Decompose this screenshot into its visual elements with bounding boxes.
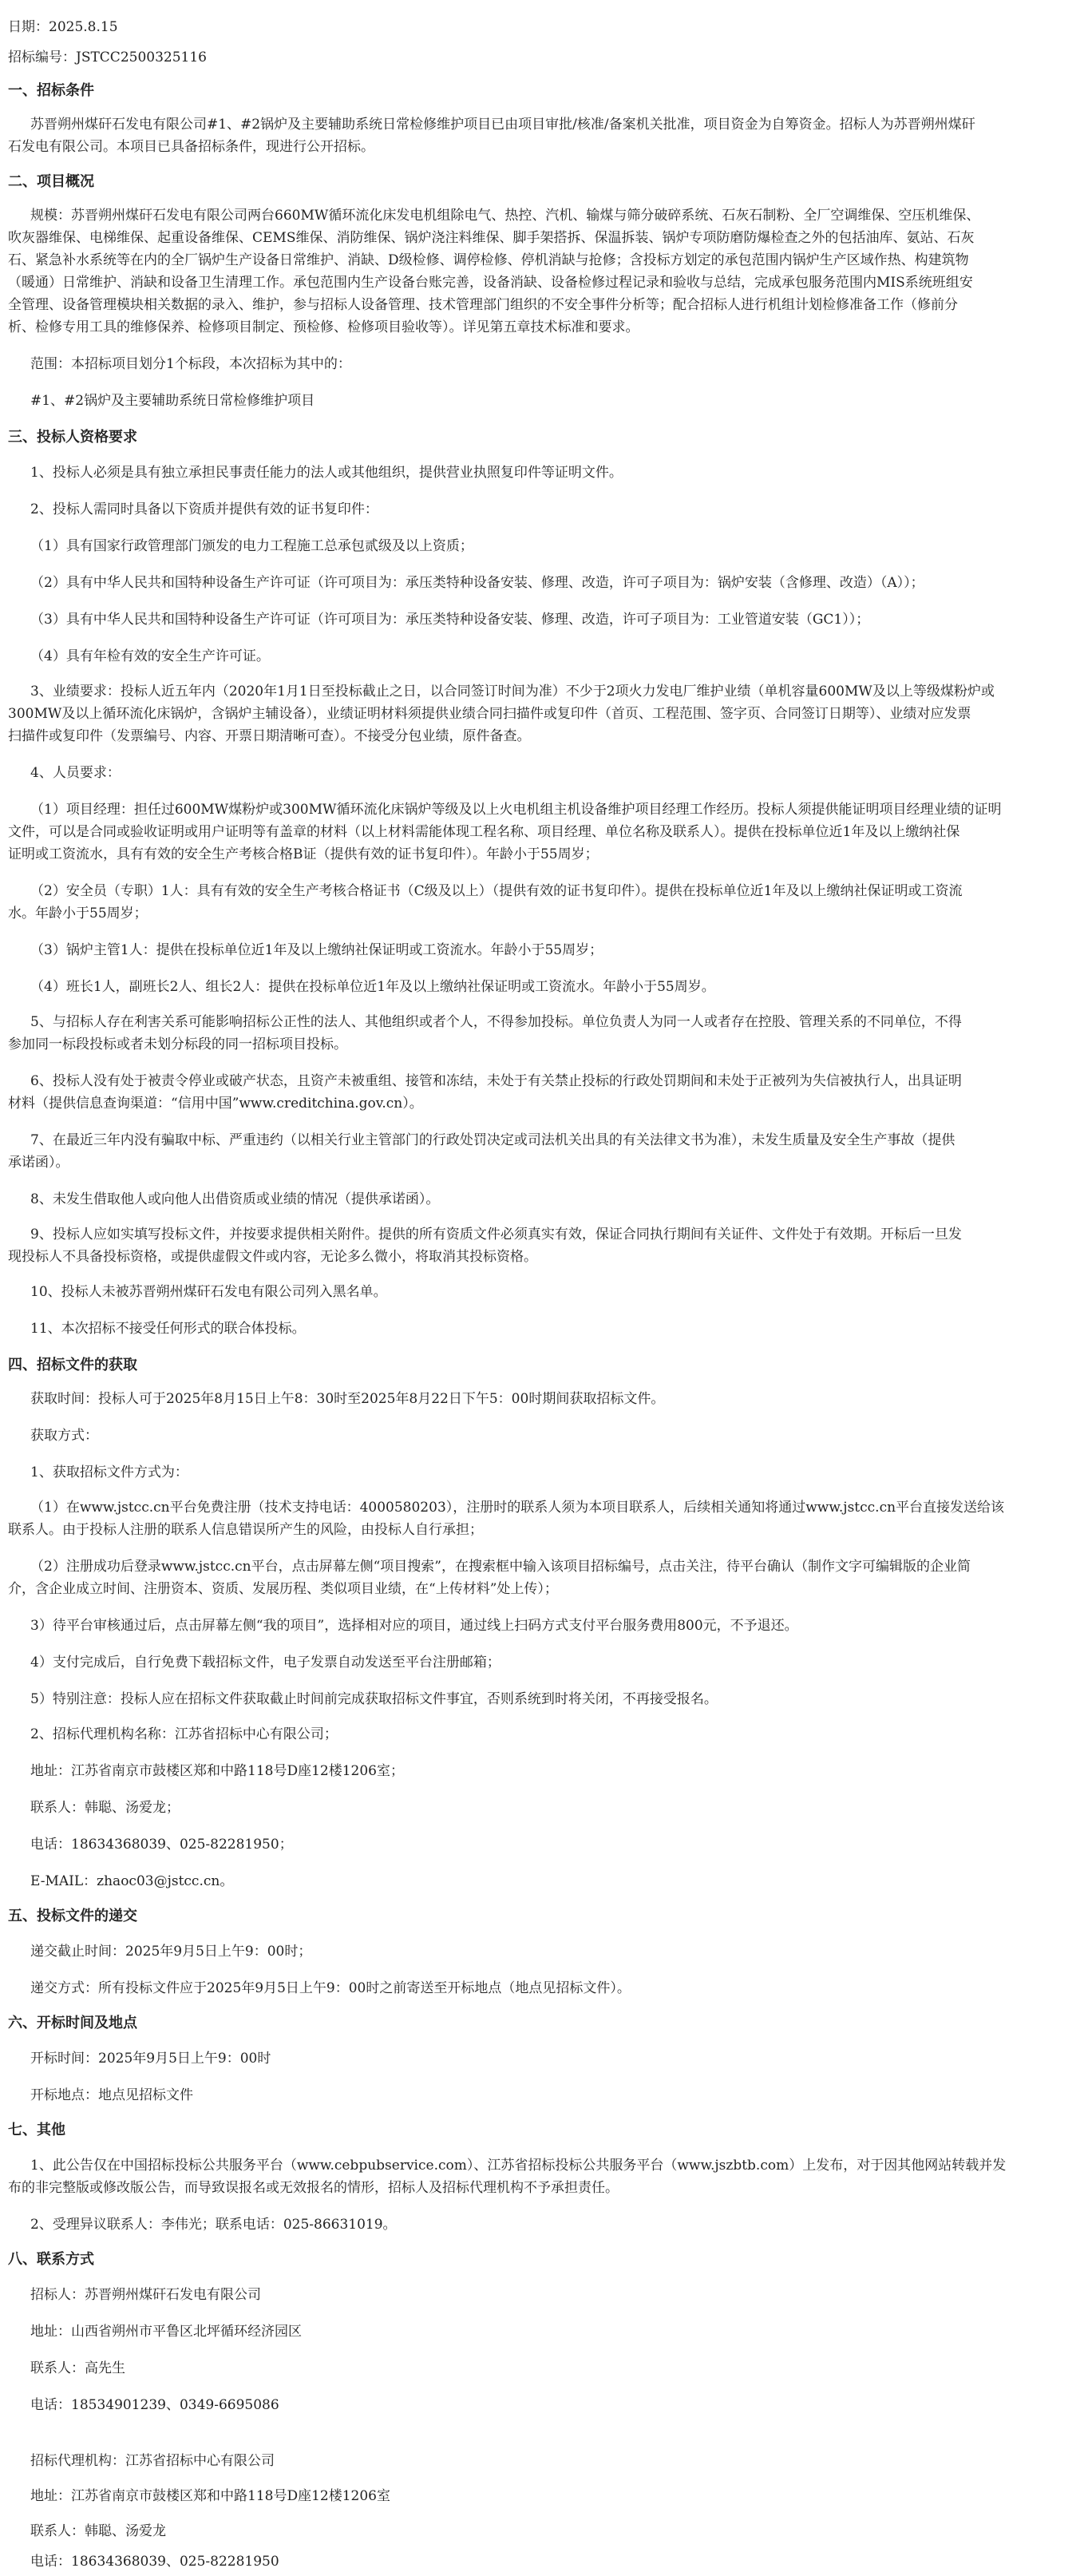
s3-item: 8、未发生借取他人或向他人出借资质或业绩的情况（提供承诺函）。 [30,1191,440,1207]
date-line: 日期：2025.8.15 [8,19,118,35]
s3-item: 扫描件或复印件（发票编号、内容、开票日期清晰可查）。不接受分包业绩，原件备查。 [8,728,531,744]
s3-item: 现投标人不具备投标资格，或提供虚假文件或内容，无论多么微小，将取消其投标资格。 [8,1249,537,1265]
s3-item: （3）具有中华人民共和国特种设备生产许可证（许可项目为：承压类特种设备安装、修理、改造，许可子项目为：工业管道安装（GC1））； [30,612,870,628]
s8-agent-phone: 电话：18634368039、025-82281950 [30,2554,279,2570]
s3-item: （2）安全员（专职）1人：具有有效的安全生产考核合格证书（C级及以上）（提供有效的证书复印件）。提供在投标单位近1年及以上缴纳社保证明或工资流 [30,883,963,899]
s8-agent-address: 地址：江苏省南京市鼓楼区郑和中路118号D座12楼1206室 [30,2488,390,2504]
s2-scale-line: 全管理、设备管理模块相关数据的录入、维护，参与招标人设备管理、技术管理部门组织的不安全事件分析等；配合招标人进行机组计划检修准备工作（修前分 [8,297,958,313]
s4-item: （2）注册成功后登录www.jstcc.cn平台，点击屏幕左侧“项目搜索”，在搜索框中输入该项目招标编号，点击关注，待平台确认（制作文字可编辑版的企业简 [30,1559,971,1575]
s3-item: （1）项目经理：担任过600MW煤粉炉或300MW循环流化床锅炉等级及以上火电机组主机设备维护项目经理工作经历。投标人须提供能证明项目经理业绩的证明 [30,802,1002,818]
s4-item: 3）待平台审核通过后，点击屏幕左侧“我的项目”，选择相对应的项目，通过线上扫码方式支付平台服务费用800元，不予退还。 [30,1618,798,1634]
s3-item: （4）班长1人，副班长2人、组长2人：提供在投标单位近1年及以上缴纳社保证明或工资流水。年龄小于55周岁。 [30,979,715,995]
s4-item: 1、获取招标文件方式为： [30,1464,188,1480]
section-4-title: 四、招标文件的获取 [8,1357,137,1373]
s3-item: （2）具有中华人民共和国特种设备生产许可证（许可项目为：承压类特种设备安装、修理、改造，许可子项目为：锅炉安装（含修理、改造）（A））； [30,575,924,591]
section-1-title: 一、招标条件 [8,82,94,99]
section-5-title: 五、投标文件的递交 [8,1908,137,1924]
s4-item: 5）特别注意：投标人应在招标文件获取截止时间前完成获取招标文件事宜，否则系统到时将关闭，不再接受报名。 [30,1691,718,1707]
s4-address: 地址：江苏省南京市鼓楼区郑和中路118号D座12楼1206室； [30,1763,404,1779]
s8-tenderer-phone: 电话：18534901239、0349-6695086 [30,2397,279,2413]
s7-item: 1、此公告仅在中国招标投标公共服务平台（www.cebpubservice.com）、江苏省招标投标公共服务平台（www.jszbtb.com）上发布，对于因其他网站转载并发 [30,2158,1007,2174]
s2-scope: 范围：本招标项目划分1个标段，本次招标为其中的： [30,356,351,372]
section-3-title: 三、投标人资格要求 [8,429,137,446]
s4-item: （1）在www.jstcc.cn平台免费注册（技术支持电话：4000580203），注册时的联系人须为本项目联系人，后续相关通知将通过www.jstcc.cn平台直接发送给该 [30,1500,1005,1516]
s3-item: 证明或工资流水，具有有效的安全生产考核合格B证（提供有效的证书复印件）。年龄小于55周岁； [8,846,599,862]
s3-item: 5、与招标人存在利害关系可能影响招标公正性的法人、其他组织或者个人，不得参加投标。单位负责人为同一人或者存在控股、管理关系的不同单位，不得 [30,1014,962,1030]
s3-item: 6、投标人没有处于被责令停业或破产状态，且资产未被重组、接管和冻结，未处于有关禁止投标的行政处罚期间和未处于正被列为失信被执行人，出具证明 [30,1073,962,1089]
s8-agent: 招标代理机构：江苏省招标中心有限公司 [30,2453,275,2469]
s3-item: （1）具有国家行政管理部门颁发的电力工程施工总承包贰级及以上资质； [30,538,473,554]
s3-item: 3、业绩要求：投标人近五年内（2020年1月1日至投标截止之日，以合同签订时间为准）不少于2项火力发电厂维护业绩（单机容量600MW及以上等级煤粉炉或 [30,684,995,699]
s4-contact: 联系人：韩聪、汤爱龙； [30,1800,180,1816]
s4-item: 联系人。由于投标人注册的联系人信息错误所产生的风险，由投标人自行承担； [8,1522,483,1538]
s3-item: 11、本次招标不接受任何形式的联合体投标。 [30,1321,306,1337]
s8-agent-contact: 联系人：韩聪、汤爱龙 [30,2523,166,2539]
s3-item: 7、在最近三年内没有骗取中标、严重违约（以相关行业主管部门的行政处罚决定或司法机关出具的有关法律文书为准），未发生质量及安全生产事故（提供 [30,1132,956,1148]
s6-time: 开标时间：2025年9月5日上午9：00时 [30,2051,271,2067]
s3-item: 300MW及以上循环流化床锅炉，含锅炉主辅设备），业绩证明材料须提供业绩合同扫描件或复印件（首页、工程范围、签字页、合同签订日期等）、业绩对应发票 [8,706,971,722]
s2-scale-line: 吹灰器维保、电梯维保、起重设备维保、CEMS维保、消防维保、锅炉浇注料维保、脚手架搭拆、保温拆装、锅炉专项防磨防爆检查之外的包括油库、氨站、石灰 [8,230,975,246]
s2-scale-line: 析、检修专用工具的维修保养、检修项目制定、预检修、检修项目验收等）。详见第五章技术标准和要求。 [8,319,639,335]
s4-item: 获取时间：投标人可于2025年8月15日上午8：30时至2025年8月22日下午5：00时期间获取招标文件。 [30,1391,665,1407]
s3-item: 10、投标人未被苏晋朔州煤矸石发电有限公司列入黑名单。 [30,1284,387,1300]
s1-paragraph-line: 苏晋朔州煤矸石发电有限公司#1、#2锅炉及主要辅助系统日常检修维护项目已由项目审批/核准/备案机关批准，项目资金为自筹资金。招标人为苏晋朔州煤矸 [30,117,975,133]
s1-paragraph-line: 石发电有限公司。本项目已具备招标条件，现进行公开招标。 [8,139,374,155]
s4-email: E-MAIL：zhaoc03@jstcc.cn。 [30,1873,234,1889]
s4-item: 介，含企业成立时间、注册资本、资质、发展历程、类似项目业绩，在“上传材料”处上传）； [8,1581,558,1597]
s8-tenderer-address: 地址：山西省朔州市平鲁区北坪循环经济园区 [30,2324,302,2340]
s8-tenderer: 招标人：苏晋朔州煤矸石发电有限公司 [30,2287,261,2303]
s7-item: 布的非完整版或修改版公告，而导致误报名或无效报名的情形，招标人及招标代理机构不予承担责任。 [8,2180,619,2196]
s3-item: 参加同一标段投标或者未划分标段的同一招标项目投标。 [8,1036,347,1052]
s3-item: 承诺函）。 [8,1155,69,1171]
s2-scale-line: 规模：苏晋朔州煤矸石发电有限公司两台660MW循环流化床发电机组除电气、热控、汽机、输煤与筛分破碎系统、石灰石制粉、全厂空调维保、空压机维保、 [30,208,980,224]
s6-place: 开标地点：地点见招标文件 [30,2087,193,2103]
s3-item: 9、投标人应如实填写投标文件，并按要求提供相关附件。提供的所有资质文件必须真实有效，保证合同执行期间有关证件、文件处于有效期。开标后一旦发 [30,1227,962,1242]
s7-item: 2、受理异议联系人：李伟光；联系电话：025-86631019。 [30,2217,397,2233]
s8-tenderer-contact: 联系人：高先生 [30,2360,125,2376]
section-6-title: 六、开标时间及地点 [8,2015,137,2031]
s3-item: 材料（提供信息查询渠道：“信用中国”www.creditchina.gov.cn）。 [8,1096,423,1112]
s4-phone: 电话：18634368039、025-82281950； [30,1837,293,1853]
s4-item: 获取方式： [30,1428,98,1444]
s2-scale-line: 石、紧急补水系统等在内的全厂锅炉生产设备日常维护、消缺、D级检修、调停检修、停机消缺与抢修；含投标方划定的承包范围内锅炉生产区域作热、构建筑物 [8,252,969,268]
s5-method: 递交方式：所有投标文件应于2025年9月5日上午9：00时之前寄送至开标地点（地点见招标文件）。 [30,1980,631,1996]
section-8-title: 八、联系方式 [8,2251,94,2268]
s3-item: 2、投标人需同时具备以下资质并提供有效的证书复印件： [30,501,378,517]
s3-item: 文件，可以是合同或验收证明或用户证明等有盖章的材料（以上材料需能体现工程名称、项目经理、单位名称及联系人）。提供在投标单位近1年及以上缴纳社保 [8,824,960,840]
s4-item: 4）支付完成后，自行免费下载招标文件，电子发票自动发送至平台注册邮箱； [30,1655,500,1670]
bid-number: 招标编号：JSTCC2500325116 [8,50,207,65]
s2-scale-line: （暖通）日常维护、消缺和设备卫生清理工作。承包范围内生产设备台账完善，设备消缺、设备检修过程记录和验收与总结，完成承包服务范围内MIS系统班组安 [8,275,973,291]
section-2-title: 二、项目概况 [8,173,94,190]
s5-deadline: 递交截止时间：2025年9月5日上午9：00时； [30,1944,312,1960]
section-7-title: 七、其他 [8,2122,65,2138]
s2-lot: #1、#2锅炉及主要辅助系统日常检修维护项目 [30,393,315,409]
s3-item: 水。年龄小于55周岁； [8,906,148,921]
s3-item: （3）锅炉主管1人：提供在投标单位近1年及以上缴纳社保证明或工资流水。年龄小于55周岁； [30,942,603,958]
s3-item: （4）具有年检有效的安全生产许可证。 [30,648,270,664]
s3-item: 1、投标人必须是具有独立承担民事责任能力的法人或其他组织，提供营业执照复印件等证明文件。 [30,465,623,481]
s3-item: 4、人员要求： [30,765,121,781]
s4-agent: 2、招标代理机构名称：江苏省招标中心有限公司； [30,1726,338,1742]
